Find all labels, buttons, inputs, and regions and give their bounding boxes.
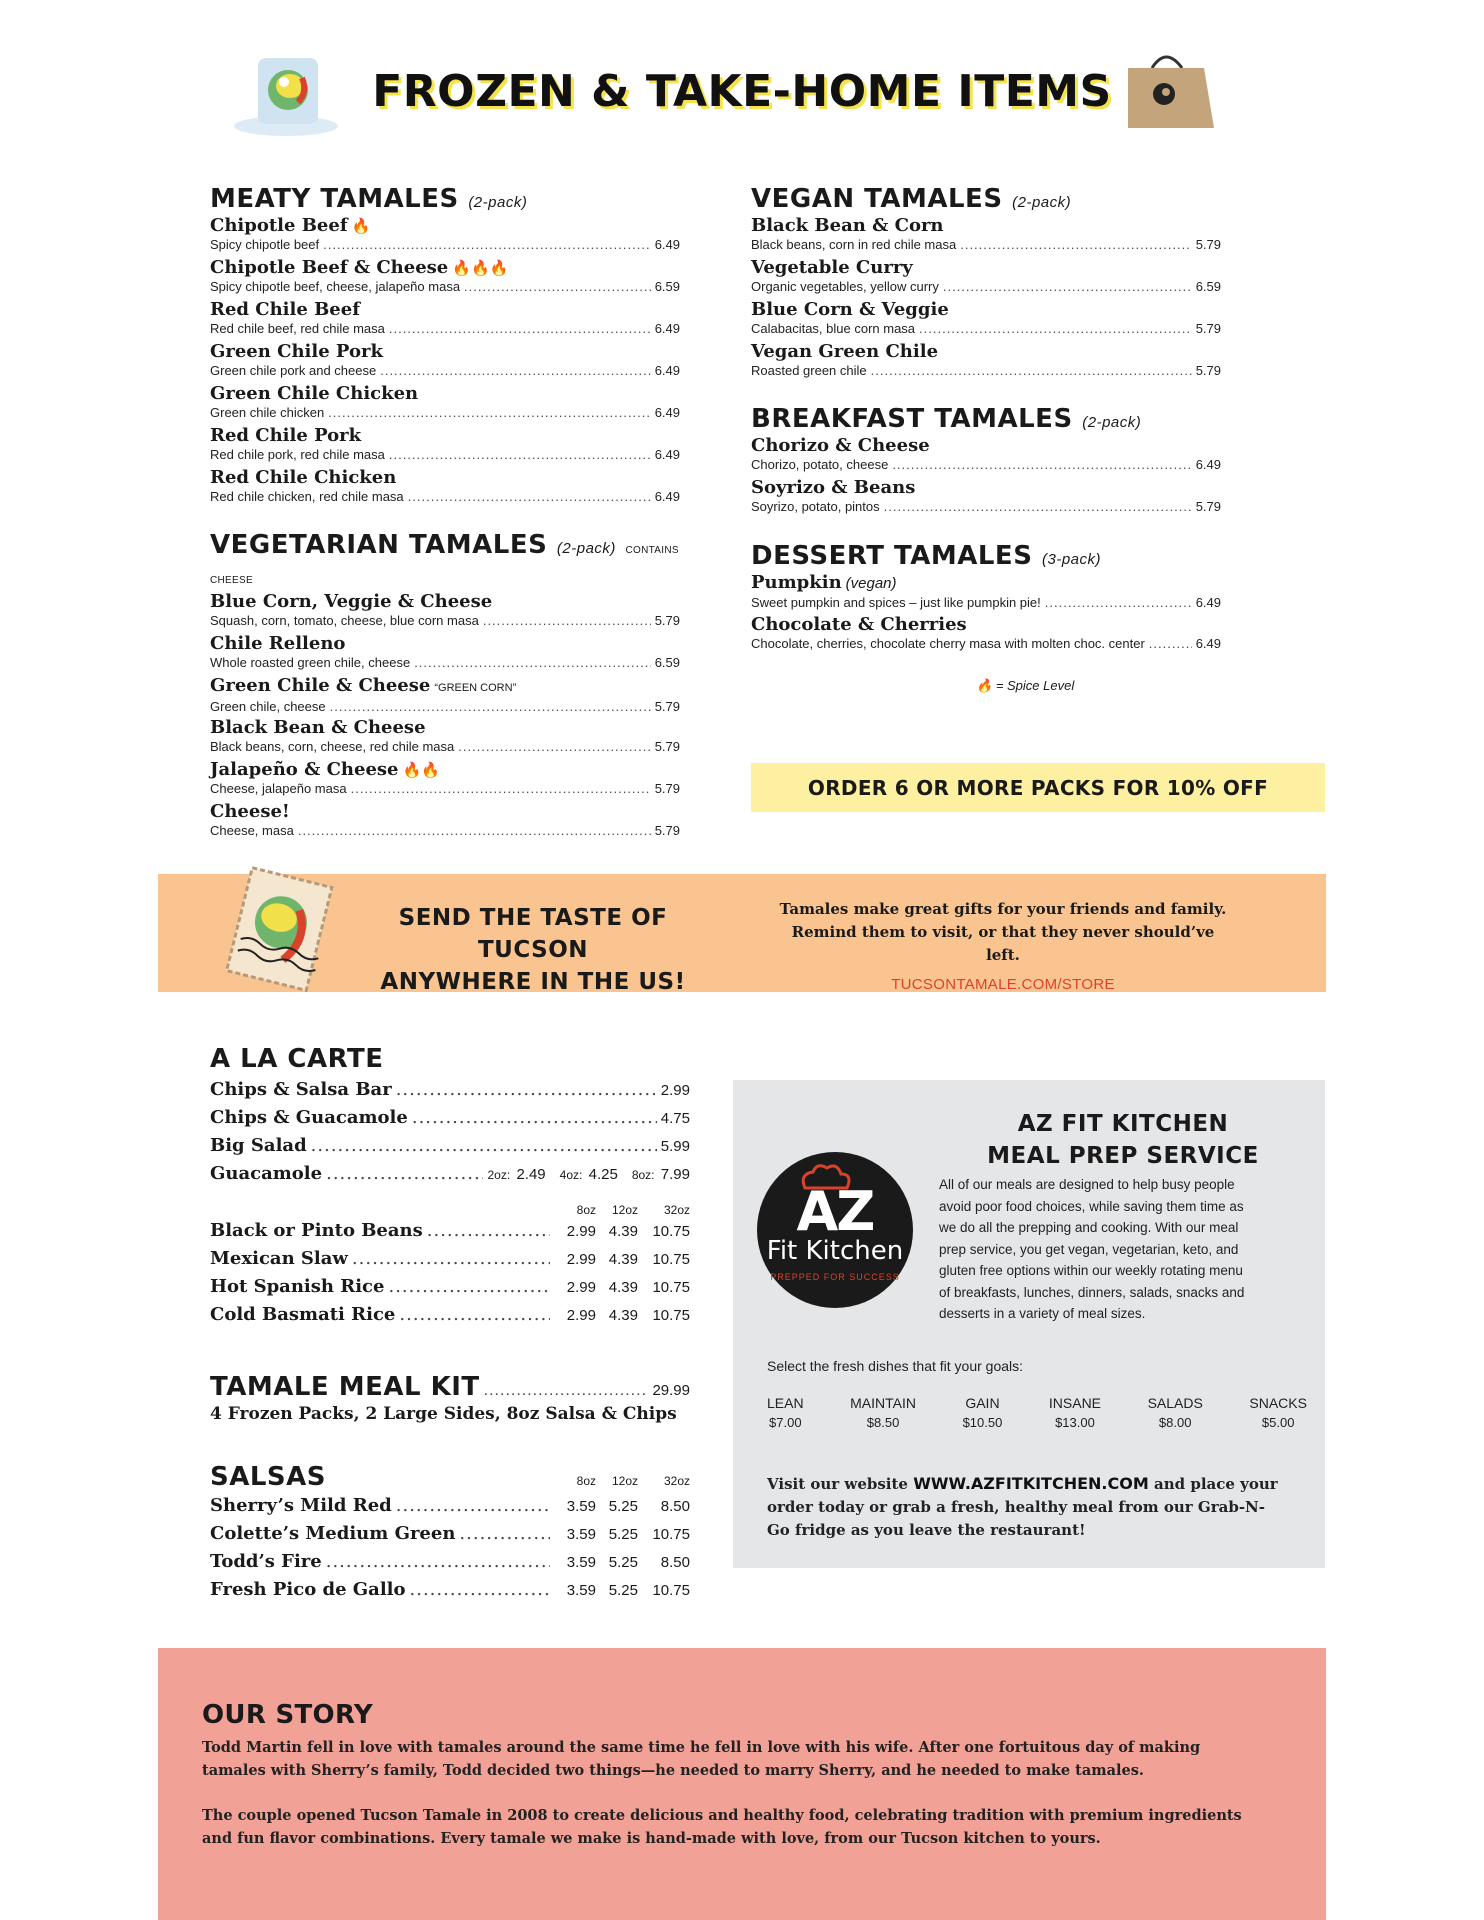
item-description: Whole roasted green chile, cheese ..... 6.59 bbox=[210, 654, 680, 671]
item-price: 6.49 bbox=[1195, 636, 1221, 651]
item-name: Red Chile Chicken bbox=[210, 467, 397, 488]
menu-item bbox=[210, 634, 680, 676]
item-name: Black Bean & Corn bbox=[751, 215, 944, 236]
menu-item bbox=[210, 468, 680, 510]
item-name: Vegan Green Chile bbox=[751, 341, 939, 362]
item-description: Green chile pork and cheese ..... 6.49 bbox=[210, 362, 680, 379]
section-title: VEGETARIAN TAMALES (2-pack) CONTAINS CHEESE bbox=[210, 530, 679, 586]
a-la-carte-section bbox=[210, 1044, 690, 1329]
story-paragraph-2: The couple opened Tucson Tamale in 2008 to create delicious and healthy food, celebrating tradition with premium ingredients and fun flavor combinations. Every tamale we make is hand-made with love, from our Tucson kitchen to yours. bbox=[202, 1807, 1242, 1847]
item-description: Soyrizo, potato, pintos ..... 5.79 bbox=[751, 498, 1221, 515]
item-description: Chorizo, potato, cheese ..... 6.49 bbox=[751, 456, 1221, 473]
item-description: Sweet pumpkin and spices – just like pumpkin pie! ..... 6.49 bbox=[751, 594, 1221, 611]
menu-item bbox=[751, 436, 1221, 478]
item-name: Red Chile Pork bbox=[210, 425, 362, 446]
item-description: Black beans, corn in red chile masa ..... 5.79 bbox=[751, 236, 1221, 253]
item-description: Red chile chicken, red chile masa ..... 6.49 bbox=[210, 488, 680, 505]
menu-item bbox=[751, 258, 1221, 300]
menu-item bbox=[210, 216, 680, 258]
menu-item bbox=[210, 718, 680, 760]
gift-banner bbox=[158, 874, 1326, 995]
item-description: Spicy chipotle beef ..... 6.49 bbox=[210, 236, 680, 253]
section-title: SALSAS bbox=[210, 1462, 326, 1492]
az-fit-kitchen-panel bbox=[733, 1080, 1325, 1568]
item-name: Green Chile Pork bbox=[210, 341, 383, 362]
menu-item bbox=[210, 592, 680, 634]
item-price: 6.49 bbox=[654, 321, 680, 336]
sized-item-row: Mexican Slaw ..... 2.99 4.39 10.75 bbox=[210, 1245, 690, 1273]
item-name: Blue Corn, Veggie & Cheese bbox=[210, 591, 493, 612]
item-name: Soyrizo & Beans bbox=[751, 477, 916, 498]
postage-stamp-icon bbox=[224, 866, 334, 994]
item-price: 6.49 bbox=[654, 447, 680, 462]
item-price: 6.59 bbox=[654, 655, 680, 670]
sized-item-row: Fresh Pico de Gallo ..... 3.59 5.25 10.75 bbox=[210, 1576, 690, 1604]
tamale-meal-kit: TAMALE MEAL KIT ..... 29.99 4 Frozen Packs, 2 Large Sides, 8oz Salsa & Chips bbox=[210, 1372, 690, 1424]
spice-legend: 🔥 = Spice Level bbox=[976, 678, 1075, 693]
item-description: Calabacitas, blue corn masa ..... 5.79 bbox=[751, 320, 1221, 337]
sized-item-row: Todd’s Fire ..... 3.59 5.25 8.50 bbox=[210, 1548, 690, 1576]
item-name: Black Bean & Cheese bbox=[210, 717, 426, 738]
meal-plan[interactable]: SNACKS $5.00 bbox=[1249, 1395, 1307, 1430]
item-description: Squash, corn, tomato, cheese, blue corn masa ..... 5.79 bbox=[210, 612, 680, 629]
store-link[interactable]: TUCSONTAMALE.COM/STORE bbox=[891, 976, 1115, 993]
item-price: 6.49 bbox=[1195, 595, 1221, 610]
menu-item bbox=[210, 300, 680, 342]
item-price: 6.49 bbox=[654, 405, 680, 420]
menu-item bbox=[210, 676, 680, 718]
item-name: Red Chile Beef bbox=[210, 299, 360, 320]
item-name: Chipotle Beef & Cheese 🔥🔥🔥 bbox=[210, 257, 509, 278]
az-fit-kitchen-title: AZ FIT KITCHEN MEAL PREP SERVICE bbox=[987, 1111, 1259, 1169]
item-price: 5.79 bbox=[654, 781, 680, 796]
dessert-tamales-section bbox=[751, 541, 1231, 657]
a-la-carte-row: Big Salad ..... 5.99 bbox=[210, 1132, 690, 1160]
item-name: Jalapeño & Cheese 🔥🔥 bbox=[210, 759, 440, 780]
vegan-tamales-section bbox=[751, 184, 1231, 384]
item-description: Green chile chicken ..... 6.49 bbox=[210, 404, 680, 421]
plans-intro: Select the fresh dishes that fit your goals: bbox=[767, 1358, 1024, 1374]
sized-item-row: Colette’s Medium Green ..... 3.59 5.25 10.75 bbox=[210, 1520, 690, 1548]
item-name: Blue Corn & Veggie bbox=[751, 299, 949, 320]
story-title: OUR STORY bbox=[202, 1700, 373, 1730]
az-fit-visit-text: Visit our website WWW.AZFITKITCHEN.COM and place your order today or grab a fresh, healthy meal from our Grab-N-Go fridge as you leave the restaurant! bbox=[767, 1474, 1278, 1539]
item-description: Black beans, corn, cheese, red chile masa ..... 5.79 bbox=[210, 738, 680, 755]
menu-item bbox=[751, 300, 1221, 342]
spice-flames-icon: 🔥 bbox=[351, 217, 371, 235]
breakfast-tamales-section bbox=[751, 404, 1231, 520]
sized-item-row: Hot Spanish Rice ..... 2.99 4.39 10.75 bbox=[210, 1273, 690, 1301]
a-la-carte-row: Chips & Guacamole ..... 4.75 bbox=[210, 1104, 690, 1132]
meal-plan[interactable]: SALADS $8.00 bbox=[1147, 1395, 1203, 1430]
page-title: FROZEN & TAKE-HOME ITEMS bbox=[372, 66, 1112, 117]
meal-plan[interactable]: INSANE $13.00 bbox=[1048, 1395, 1102, 1430]
item-name: Pumpkin (vegan) bbox=[751, 572, 897, 593]
sized-item-row: Cold Basmati Rice ..... 2.99 4.39 10.75 bbox=[210, 1301, 690, 1329]
sized-item-row: Black or Pinto Beans ..... 2.99 4.39 10.75 bbox=[210, 1217, 690, 1245]
item-price: 5.79 bbox=[1195, 499, 1221, 514]
menu-item bbox=[751, 342, 1221, 384]
meaty-tamales-section bbox=[210, 184, 690, 510]
item-name: Green Chile & Cheese “GREEN CORN” bbox=[210, 675, 517, 696]
az-fit-website-link[interactable]: WWW.AZFITKITCHEN.COM bbox=[913, 1474, 1149, 1493]
meal-plan[interactable]: LEAN $7.00 bbox=[767, 1395, 804, 1430]
az-fit-kitchen-logo: AZ Fit Kitchen PREPPED FOR SUCCESS bbox=[755, 1150, 915, 1310]
meal-plan[interactable]: MAINTAIN $8.50 bbox=[850, 1395, 916, 1430]
item-name: Chipotle Beef 🔥 bbox=[210, 215, 371, 236]
item-name: Vegetable Curry bbox=[751, 257, 913, 278]
item-price: 5.79 bbox=[1195, 237, 1221, 252]
item-price: 5.79 bbox=[654, 739, 680, 754]
item-description: Cheese, jalapeño masa ..... 5.79 bbox=[210, 780, 680, 797]
our-story-section bbox=[158, 1648, 1326, 1920]
menu-item bbox=[210, 426, 680, 468]
section-title: BREAKFAST TAMALES (2-pack) bbox=[751, 404, 1142, 434]
menu-item bbox=[751, 615, 1221, 657]
item-name: Chile Relleno bbox=[210, 633, 346, 654]
item-description: Chocolate, cherries, chocolate cherry masa with molten choc. center ..... 6.49 bbox=[751, 635, 1221, 652]
item-price: 5.79 bbox=[1195, 321, 1221, 336]
story-paragraph-1: Todd Martin fell in love with tamales around the same time he fell in love with his wife. After one fortuitous day of making tamales with Sherry’s family, Todd decided two things—he needed to marry Sherry, and he needed to make tamales. bbox=[202, 1739, 1201, 1779]
menu-item bbox=[751, 216, 1221, 258]
guacamole-row: Guacamole ..... 2oz: 2.49 4oz: 4.25 8oz: 7.99 bbox=[210, 1160, 690, 1189]
gift-headline: SEND THE TASTE OF TUCSON ANYWHERE IN THE US! bbox=[380, 905, 686, 995]
spice-flames-icon: 🔥🔥🔥 bbox=[452, 259, 509, 277]
item-description: Cheese, masa ..... 5.79 bbox=[210, 822, 680, 839]
order-discount-banner: ORDER 6 OR MORE PACKS FOR 10% OFF bbox=[751, 763, 1325, 812]
item-price: 5.79 bbox=[654, 613, 680, 628]
section-title: A LA CARTE bbox=[210, 1044, 384, 1074]
menu-item bbox=[210, 802, 680, 844]
item-price: 6.49 bbox=[654, 363, 680, 378]
menu-item bbox=[751, 573, 1221, 615]
salsas-section: SALSAS 8oz 12oz 32oz Sherry’s Mild Red ..... 3.59 5.25 8.50 Colette’s Medium Green ..... 3.59 5.25 10.75 Todd’s Fire ..... 3.59 5.25 8.50 Fresh Pico de Gallo ..... 3.59 5.25 10.75 bbox=[210, 1462, 690, 1604]
item-description: Spicy chipotle beef, cheese, jalapeño masa ..... 6.59 bbox=[210, 278, 680, 295]
item-description: Roasted green chile ..... 5.79 bbox=[751, 362, 1221, 379]
item-price: 6.49 bbox=[654, 489, 680, 504]
flame-icon: 🔥 bbox=[976, 678, 993, 693]
scalloped-edge bbox=[158, 1638, 1326, 1658]
item-price: 6.49 bbox=[1195, 457, 1221, 472]
section-title: MEATY TAMALES (2-pack) bbox=[210, 184, 528, 214]
meal-plans bbox=[767, 1394, 1307, 1432]
gift-text: Tamales make great gifts for your friends and family. Remind them to visit, or that they never should’ve left. TUCSONTAMALE.COM/STORE bbox=[778, 898, 1228, 996]
item-name: Chorizo & Cheese bbox=[751, 435, 930, 456]
item-description: Red chile beef, red chile masa ..... 6.49 bbox=[210, 320, 680, 337]
az-fit-kitchen-body: All of our meals are designed to help busy people avoid poor food choices, while saving them time as we do all the prepping and cooking. With our meal prep service, you get vegan, vegetarian, keto, and gluten free options within our weekly rotating menu of breakfasts, lunches, dinners, salads, snacks and desserts in a variety of meal sizes. bbox=[939, 1177, 1245, 1321]
item-price: 6.59 bbox=[1195, 279, 1221, 294]
item-price: 6.49 bbox=[654, 237, 680, 252]
item-description: Green chile, cheese ..... 5.79 bbox=[210, 698, 680, 715]
item-price: 5.79 bbox=[1195, 363, 1221, 378]
a-la-carte-row: Chips & Salsa Bar ..... 2.99 bbox=[210, 1076, 690, 1104]
size-headers: 8oz 12oz 32oz bbox=[576, 1203, 690, 1217]
shopping-bag-icon bbox=[1124, 52, 1216, 132]
menu-item bbox=[210, 342, 680, 384]
meal-plan[interactable]: GAIN $10.50 bbox=[962, 1395, 1003, 1430]
item-price: 5.79 bbox=[654, 699, 680, 714]
vegetarian-tamales-section bbox=[210, 530, 690, 844]
menu-item bbox=[210, 384, 680, 426]
menu-item bbox=[751, 478, 1221, 520]
item-price: 6.59 bbox=[654, 279, 680, 294]
item-name: Green Chile Chicken bbox=[210, 383, 419, 404]
item-name: Chocolate & Cherries bbox=[751, 614, 967, 635]
section-title: DESSERT TAMALES (3-pack) bbox=[751, 541, 1101, 571]
menu-item bbox=[210, 258, 680, 300]
item-name: Cheese! bbox=[210, 801, 290, 822]
spice-flames-icon: 🔥🔥 bbox=[402, 761, 440, 779]
item-price: 5.79 bbox=[654, 823, 680, 838]
section-title: VEGAN TAMALES (2-pack) bbox=[751, 184, 1072, 214]
sized-item-row: Sherry’s Mild Red ..... 3.59 5.25 8.50 bbox=[210, 1492, 690, 1520]
item-description: Red chile pork, red chile masa ..... 6.49 bbox=[210, 446, 680, 463]
menu-item bbox=[210, 760, 680, 802]
item-description: Organic vegetables, yellow curry ..... 6.59 bbox=[751, 278, 1221, 295]
